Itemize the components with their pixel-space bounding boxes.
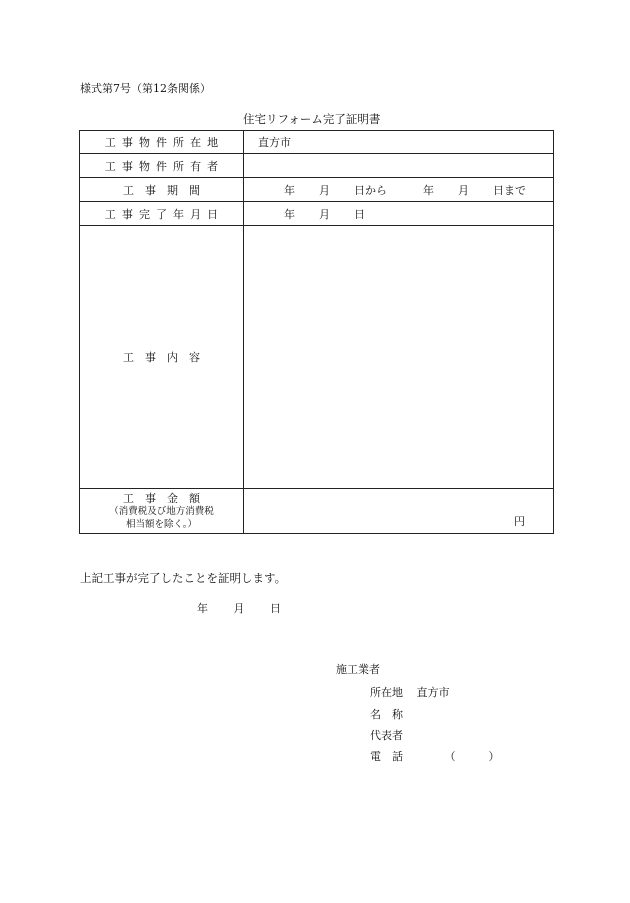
owner-label: 工事物件所有者	[80, 154, 244, 178]
contractor-heading: 施工業者	[336, 663, 380, 676]
cert-year: 年	[197, 602, 208, 615]
period-label: 工 事 期 間	[80, 178, 244, 202]
amount-label: 工 事 金 額	[123, 491, 200, 505]
period-to-day: 日まで	[493, 183, 526, 197]
location-row	[80, 131, 554, 154]
contractor-rep-row[interactable]	[370, 727, 403, 743]
period-from-month: 月	[319, 183, 330, 197]
completion-date-row	[80, 202, 554, 226]
period-row	[80, 178, 554, 202]
phone-label: 電 話	[370, 750, 403, 763]
amount-note-1: （消費税及び地方消費税	[109, 505, 214, 517]
completion-month: 月	[319, 207, 330, 221]
period-from-year: 年	[284, 183, 295, 197]
content-label: 工 事 内 容	[80, 226, 244, 489]
address-value: 直方市	[416, 686, 450, 699]
contractor-name-row[interactable]	[370, 706, 403, 722]
amount-note-2: 相当額を除く。）	[125, 518, 198, 530]
document-title: 住宅リフォーム完了証明書	[243, 112, 381, 126]
cert-day: 日	[270, 602, 281, 615]
rep-label: 代表者	[370, 729, 403, 742]
content-value[interactable]	[244, 226, 554, 489]
completion-year: 年	[284, 207, 295, 221]
location-label: 工事物件所在地	[80, 131, 244, 154]
phone-parentheses: （ ）	[444, 750, 500, 763]
name-label: 名 称	[370, 708, 403, 721]
address-label: 所在地	[370, 686, 403, 699]
owner-row	[80, 154, 554, 178]
period-to-year: 年	[423, 183, 434, 197]
period-from-day: 日から	[354, 183, 387, 197]
period-value[interactable]	[244, 178, 554, 202]
amount-unit: 円	[514, 515, 525, 528]
owner-value[interactable]	[244, 154, 554, 178]
period-to-month: 月	[458, 183, 469, 197]
contractor-address-row[interactable]	[370, 684, 450, 700]
certification-text: 上記工事が完了したことを証明します。	[80, 571, 287, 585]
certification-date[interactable]	[197, 600, 281, 616]
amount-label-cell	[80, 489, 244, 534]
completion-date-value[interactable]	[244, 202, 554, 226]
completion-date-label: 工事完了年月日	[80, 202, 244, 226]
cert-month: 月	[233, 602, 245, 615]
amount-value[interactable]	[244, 489, 554, 534]
completion-day: 日	[354, 207, 365, 221]
completion-form-table	[79, 130, 554, 534]
form-number: 様式第7号（第12条関係）	[80, 82, 211, 95]
content-row	[80, 226, 554, 489]
location-value[interactable]: 直方市	[244, 131, 554, 154]
contractor-phone-row[interactable]	[370, 748, 500, 764]
amount-row	[80, 489, 554, 534]
